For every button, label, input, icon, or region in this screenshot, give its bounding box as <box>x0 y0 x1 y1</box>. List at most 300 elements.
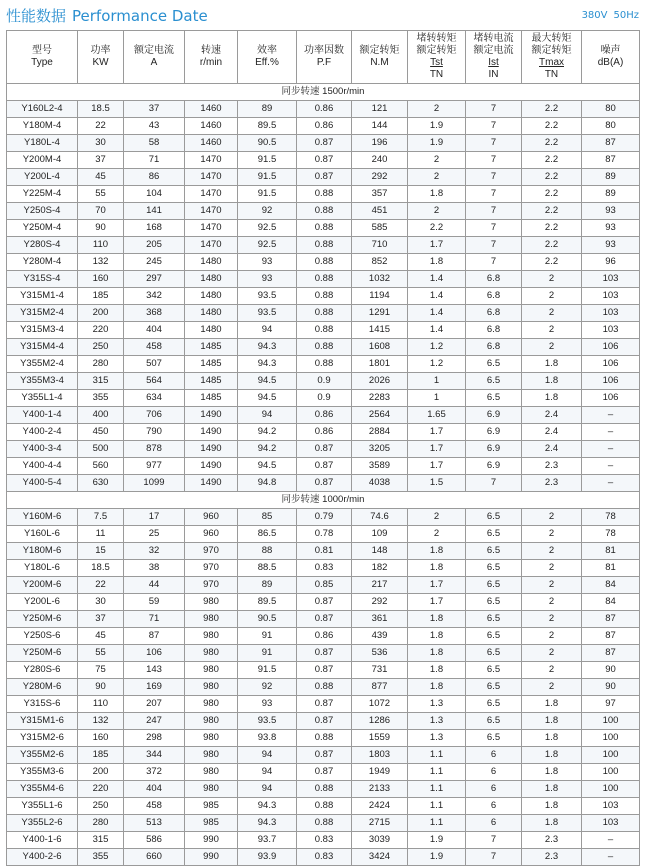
cell-torque: 2133 <box>352 781 408 798</box>
cell-current: 17 <box>124 509 185 526</box>
cell-speed: 960 <box>185 526 238 543</box>
cell-tst-ratio: 1.8 <box>408 254 466 271</box>
cell-tmax-ratio: 1.8 <box>522 713 582 730</box>
cell-power-factor: 0.86 <box>297 118 352 135</box>
cell-torque: 1949 <box>352 764 408 781</box>
cell-power-factor: 0.87 <box>297 169 352 186</box>
title-zh: 性能数据 <box>6 7 67 25</box>
cell-efficiency: 89 <box>238 101 297 118</box>
cell-torque: 2564 <box>352 407 408 424</box>
cell-speed: 980 <box>185 628 238 645</box>
cell-type: Y200M-4 <box>7 152 78 169</box>
cell-power: 30 <box>78 135 124 152</box>
cell-power: 560 <box>78 458 124 475</box>
cell-torque: 3205 <box>352 441 408 458</box>
cell-power: 22 <box>78 118 124 135</box>
cell-power: 110 <box>78 237 124 254</box>
cell-speed: 1470 <box>185 186 238 203</box>
table-row <box>7 560 640 577</box>
cell-noise: 87 <box>582 611 640 628</box>
cell-type: Y160M-6 <box>7 509 78 526</box>
cell-efficiency: 92 <box>238 679 297 696</box>
cell-current: 586 <box>124 832 185 849</box>
cell-speed: 985 <box>185 798 238 815</box>
cell-power-factor: 0.83 <box>297 849 352 866</box>
cell-tmax-ratio: 2.2 <box>522 118 582 135</box>
cell-speed: 1485 <box>185 373 238 390</box>
cell-tmax-ratio: 2.3 <box>522 832 582 849</box>
cell-type: Y160L2-4 <box>7 101 78 118</box>
cell-noise: 78 <box>582 509 640 526</box>
table-row <box>7 237 640 254</box>
cell-tst-ratio: 1.8 <box>408 645 466 662</box>
cell-noise: 90 <box>582 662 640 679</box>
cell-efficiency: 91 <box>238 645 297 662</box>
cell-type: Y250S-6 <box>7 628 78 645</box>
cell-efficiency: 94.5 <box>238 390 297 407</box>
cell-ist-ratio: 6.9 <box>466 441 522 458</box>
header-en: r/min <box>199 57 223 68</box>
cell-tst-ratio: 1.5 <box>408 475 466 492</box>
cell-tmax-ratio: 2.2 <box>522 254 582 271</box>
cell-type: Y200L-6 <box>7 594 78 611</box>
cell-speed: 970 <box>185 543 238 560</box>
cell-ist-ratio: 7 <box>466 101 522 118</box>
cell-current: 71 <box>124 152 185 169</box>
cell-torque: 148 <box>352 543 408 560</box>
cell-current: 660 <box>124 849 185 866</box>
cell-tmax-ratio: 2.2 <box>522 135 582 152</box>
cell-efficiency: 93.7 <box>238 832 297 849</box>
cell-power-factor: 0.86 <box>297 407 352 424</box>
header-locked-current-ratio <box>466 31 522 84</box>
cell-power: 220 <box>78 322 124 339</box>
cell-tst-ratio: 1.1 <box>408 798 466 815</box>
cell-ist-ratio: 7 <box>466 254 522 271</box>
cell-efficiency: 94.3 <box>238 815 297 832</box>
cell-type: Y355M3-4 <box>7 373 78 390</box>
cell-power-factor: 0.78 <box>297 526 352 543</box>
cell-ist-ratio: 6 <box>466 764 522 781</box>
header-max-torque-ratio <box>522 31 582 84</box>
cell-power-factor: 0.86 <box>297 628 352 645</box>
table-row <box>7 781 640 798</box>
cell-ist-ratio: 6.5 <box>466 560 522 577</box>
cell-tst-ratio: 1 <box>408 373 466 390</box>
cell-current: 25 <box>124 526 185 543</box>
cell-torque: 182 <box>352 560 408 577</box>
table-row <box>7 475 640 492</box>
cell-type: Y400-2-6 <box>7 849 78 866</box>
cell-speed: 1460 <box>185 135 238 152</box>
table-row <box>7 832 640 849</box>
cell-noise: 100 <box>582 747 640 764</box>
cell-tmax-ratio: 2.4 <box>522 441 582 458</box>
cell-noise: 87 <box>582 152 640 169</box>
cell-speed: 1470 <box>185 220 238 237</box>
cell-torque: 361 <box>352 611 408 628</box>
cell-ist-ratio: 6.5 <box>466 356 522 373</box>
cell-speed: 1485 <box>185 390 238 407</box>
cell-noise: 103 <box>582 288 640 305</box>
cell-current: 344 <box>124 747 185 764</box>
cell-torque: 3424 <box>352 849 408 866</box>
cell-noise: 80 <box>582 118 640 135</box>
cell-current: 37 <box>124 101 185 118</box>
cell-type: Y315S-4 <box>7 271 78 288</box>
cell-power: 220 <box>78 781 124 798</box>
cell-efficiency: 94 <box>238 747 297 764</box>
cell-power: 185 <box>78 288 124 305</box>
cell-efficiency: 93.5 <box>238 713 297 730</box>
cell-efficiency: 94 <box>238 407 297 424</box>
cell-power: 45 <box>78 169 124 186</box>
cell-power: 75 <box>78 662 124 679</box>
cell-noise: – <box>582 407 640 424</box>
cell-power: 70 <box>78 203 124 220</box>
cell-speed: 980 <box>185 679 238 696</box>
section-row <box>7 492 640 509</box>
cell-speed: 980 <box>185 662 238 679</box>
cell-torque: 1194 <box>352 288 408 305</box>
cell-type: Y400-4-4 <box>7 458 78 475</box>
header-symbol: Tst <box>430 57 443 68</box>
cell-efficiency: 90.5 <box>238 611 297 628</box>
cell-power: 160 <box>78 271 124 288</box>
cell-power-factor: 0.87 <box>297 611 352 628</box>
cell-ist-ratio: 6.5 <box>466 594 522 611</box>
section-label: 同步转速 1000r/min <box>7 492 640 509</box>
cell-current: 104 <box>124 186 185 203</box>
cell-current: 38 <box>124 560 185 577</box>
cell-tmax-ratio: 1.8 <box>522 815 582 832</box>
cell-noise: 90 <box>582 679 640 696</box>
cell-power: 200 <box>78 305 124 322</box>
cell-efficiency: 86.5 <box>238 526 297 543</box>
cell-tst-ratio: 1.7 <box>408 237 466 254</box>
header-en: A <box>150 57 158 68</box>
cell-power-factor: 0.81 <box>297 543 352 560</box>
cell-torque: 240 <box>352 152 408 169</box>
cell-noise: – <box>582 832 640 849</box>
cell-ist-ratio: 6.9 <box>466 458 522 475</box>
header-zh: 额定转矩 <box>531 45 572 56</box>
cell-power: 18.5 <box>78 560 124 577</box>
table-row <box>7 203 640 220</box>
cell-ist-ratio: 6.8 <box>466 339 522 356</box>
cell-torque: 451 <box>352 203 408 220</box>
cell-speed: 1480 <box>185 305 238 322</box>
cell-power-factor: 0.88 <box>297 798 352 815</box>
cell-tst-ratio: 1.7 <box>408 458 466 475</box>
cell-speed: 1470 <box>185 169 238 186</box>
cell-type: Y180L-6 <box>7 560 78 577</box>
cell-ist-ratio: 6.5 <box>466 373 522 390</box>
cell-power-factor: 0.88 <box>297 288 352 305</box>
cell-power: 55 <box>78 186 124 203</box>
header-power <box>78 31 124 84</box>
cell-speed: 1480 <box>185 288 238 305</box>
table-row <box>7 645 640 662</box>
cell-torque: 2283 <box>352 390 408 407</box>
header-zh: 堵转转矩 <box>416 33 457 44</box>
cell-current: 207 <box>124 696 185 713</box>
cell-ist-ratio: 7 <box>466 118 522 135</box>
cell-speed: 1490 <box>185 475 238 492</box>
cell-noise: 93 <box>582 220 640 237</box>
cell-noise: 80 <box>582 101 640 118</box>
cell-type: Y200L-4 <box>7 169 78 186</box>
cell-ist-ratio: 7 <box>466 237 522 254</box>
cell-torque: 292 <box>352 169 408 186</box>
cell-efficiency: 91.5 <box>238 186 297 203</box>
cell-type: Y355L1-4 <box>7 390 78 407</box>
cell-ist-ratio: 6.5 <box>466 713 522 730</box>
header-en: N.M <box>370 57 389 68</box>
cell-tmax-ratio: 1.8 <box>522 798 582 815</box>
cell-tst-ratio: 1.8 <box>408 560 466 577</box>
cell-tmax-ratio: 2.3 <box>522 849 582 866</box>
cell-noise: – <box>582 849 640 866</box>
cell-current: 507 <box>124 356 185 373</box>
cell-speed: 990 <box>185 832 238 849</box>
cell-type: Y280S-4 <box>7 237 78 254</box>
cell-type: Y315M1-6 <box>7 713 78 730</box>
cell-efficiency: 94.2 <box>238 424 297 441</box>
cell-speed: 980 <box>185 730 238 747</box>
cell-torque: 144 <box>352 118 408 135</box>
cell-tst-ratio: 1.8 <box>408 662 466 679</box>
cell-power: 11 <box>78 526 124 543</box>
cell-type: Y180M-6 <box>7 543 78 560</box>
table-row <box>7 135 640 152</box>
table-row <box>7 764 640 781</box>
cell-type: Y200M-6 <box>7 577 78 594</box>
cell-current: 205 <box>124 237 185 254</box>
cell-tmax-ratio: 2 <box>522 322 582 339</box>
table-row <box>7 254 640 271</box>
cell-type: Y400-1-4 <box>7 407 78 424</box>
table-row <box>7 101 640 118</box>
cell-tmax-ratio: 2 <box>522 594 582 611</box>
cell-ist-ratio: 6 <box>466 781 522 798</box>
cell-tmax-ratio: 2.3 <box>522 475 582 492</box>
header-efficiency <box>238 31 297 84</box>
cell-type: Y355M4-6 <box>7 781 78 798</box>
cell-efficiency: 90.5 <box>238 135 297 152</box>
cell-speed: 1485 <box>185 356 238 373</box>
cell-power-factor: 0.87 <box>297 645 352 662</box>
cell-ist-ratio: 7 <box>466 849 522 866</box>
header-speed <box>185 31 238 84</box>
cell-tst-ratio: 1.8 <box>408 186 466 203</box>
cell-power: 37 <box>78 611 124 628</box>
header-type <box>7 31 78 84</box>
cell-power: 280 <box>78 815 124 832</box>
cell-current: 169 <box>124 679 185 696</box>
cell-tmax-ratio: 2 <box>522 560 582 577</box>
table-row <box>7 186 640 203</box>
cell-noise: 84 <box>582 594 640 611</box>
cell-speed: 1460 <box>185 101 238 118</box>
cell-tmax-ratio: 2.4 <box>522 407 582 424</box>
cell-power: 315 <box>78 373 124 390</box>
cell-torque: 357 <box>352 186 408 203</box>
cell-type: Y225M-4 <box>7 186 78 203</box>
cell-current: 634 <box>124 390 185 407</box>
cell-ist-ratio: 6.8 <box>466 322 522 339</box>
cell-torque: 4038 <box>352 475 408 492</box>
cell-noise: 103 <box>582 815 640 832</box>
cell-ist-ratio: 6.8 <box>466 305 522 322</box>
cell-power-factor: 0.87 <box>297 696 352 713</box>
cell-ist-ratio: 6.5 <box>466 611 522 628</box>
cell-noise: 106 <box>582 390 640 407</box>
cell-tmax-ratio: 2.2 <box>522 169 582 186</box>
cell-noise: 81 <box>582 560 640 577</box>
cell-tst-ratio: 1.8 <box>408 679 466 696</box>
cell-noise: 84 <box>582 577 640 594</box>
cell-tst-ratio: 1.7 <box>408 594 466 611</box>
cell-power: 200 <box>78 764 124 781</box>
cell-speed: 980 <box>185 713 238 730</box>
cell-tmax-ratio: 1.8 <box>522 390 582 407</box>
cell-speed: 980 <box>185 696 238 713</box>
cell-speed: 1470 <box>185 237 238 254</box>
cell-type: Y315S-6 <box>7 696 78 713</box>
cell-tst-ratio: 1.8 <box>408 628 466 645</box>
section-row <box>7 84 640 101</box>
cell-efficiency: 94.5 <box>238 373 297 390</box>
cell-current: 564 <box>124 373 185 390</box>
cell-torque: 109 <box>352 526 408 543</box>
cell-power: 250 <box>78 798 124 815</box>
header-zh: 效率 <box>257 45 277 56</box>
cell-current: 404 <box>124 322 185 339</box>
cell-ist-ratio: 7 <box>466 475 522 492</box>
cell-tmax-ratio: 2 <box>522 628 582 645</box>
cell-type: Y355M2-6 <box>7 747 78 764</box>
cell-ist-ratio: 6 <box>466 747 522 764</box>
table-row <box>7 798 640 815</box>
header-zh: 额定电流 <box>134 45 174 56</box>
spec-label <box>582 10 639 21</box>
cell-power: 355 <box>78 390 124 407</box>
header-noise <box>582 31 640 84</box>
cell-power: 18.5 <box>78 101 124 118</box>
header-power-factor <box>297 31 352 84</box>
cell-torque: 877 <box>352 679 408 696</box>
cell-type: Y400-5-4 <box>7 475 78 492</box>
cell-efficiency: 94.3 <box>238 356 297 373</box>
cell-efficiency: 94.8 <box>238 475 297 492</box>
table-row <box>7 322 640 339</box>
cell-speed: 980 <box>185 645 238 662</box>
cell-noise: 100 <box>582 730 640 747</box>
cell-tst-ratio: 2 <box>408 169 466 186</box>
cell-power: 280 <box>78 356 124 373</box>
cell-ist-ratio: 6.5 <box>466 577 522 594</box>
cell-type: Y250M-6 <box>7 645 78 662</box>
cell-tst-ratio: 1 <box>408 390 466 407</box>
cell-ist-ratio: 6.5 <box>466 662 522 679</box>
cell-tst-ratio: 1.8 <box>408 543 466 560</box>
cell-power: 250 <box>78 339 124 356</box>
cell-tmax-ratio: 1.8 <box>522 730 582 747</box>
cell-ist-ratio: 6.5 <box>466 645 522 662</box>
cell-power: 500 <box>78 441 124 458</box>
header-zh: 额定转矩 <box>359 45 400 56</box>
cell-torque: 3589 <box>352 458 408 475</box>
cell-tmax-ratio: 2.2 <box>522 101 582 118</box>
cell-ist-ratio: 7 <box>466 169 522 186</box>
header-zh: 功率因数 <box>304 45 344 56</box>
title-en: Performance Date <box>72 7 208 25</box>
cell-noise: 87 <box>582 645 640 662</box>
cell-type: Y315M4-4 <box>7 339 78 356</box>
cell-speed: 1490 <box>185 407 238 424</box>
cell-power-factor: 0.87 <box>297 152 352 169</box>
cell-type: Y250S-4 <box>7 203 78 220</box>
cell-noise: 100 <box>582 764 640 781</box>
cell-torque: 1415 <box>352 322 408 339</box>
cell-torque: 217 <box>352 577 408 594</box>
cell-tst-ratio: 1.4 <box>408 322 466 339</box>
cell-tst-ratio: 2 <box>408 203 466 220</box>
cell-speed: 1470 <box>185 203 238 220</box>
cell-tst-ratio: 1.7 <box>408 441 466 458</box>
cell-power: 132 <box>78 713 124 730</box>
cell-power-factor: 0.88 <box>297 271 352 288</box>
cell-ist-ratio: 7 <box>466 832 522 849</box>
table-row <box>7 390 640 407</box>
cell-power-factor: 0.88 <box>297 254 352 271</box>
table-row <box>7 356 640 373</box>
cell-tst-ratio: 2 <box>408 152 466 169</box>
cell-torque: 439 <box>352 628 408 645</box>
cell-power: 630 <box>78 475 124 492</box>
cell-type: Y315M2-4 <box>7 305 78 322</box>
cell-current: 297 <box>124 271 185 288</box>
cell-efficiency: 85 <box>238 509 297 526</box>
cell-power: 37 <box>78 152 124 169</box>
cell-speed: 990 <box>185 849 238 866</box>
cell-current: 87 <box>124 628 185 645</box>
cell-power-factor: 0.88 <box>297 305 352 322</box>
cell-efficiency: 93 <box>238 271 297 288</box>
table-row <box>7 594 640 611</box>
cell-torque: 292 <box>352 594 408 611</box>
cell-torque: 74.6 <box>352 509 408 526</box>
cell-tst-ratio: 1.8 <box>408 611 466 628</box>
cell-current: 368 <box>124 305 185 322</box>
cell-type: Y280M-6 <box>7 679 78 696</box>
cell-noise: 93 <box>582 237 640 254</box>
cell-ist-ratio: 6.5 <box>466 526 522 543</box>
cell-noise: 89 <box>582 169 640 186</box>
cell-tst-ratio: 2.2 <box>408 220 466 237</box>
cell-speed: 1480 <box>185 271 238 288</box>
cell-noise: 106 <box>582 373 640 390</box>
cell-efficiency: 94 <box>238 322 297 339</box>
cell-power-factor: 0.87 <box>297 475 352 492</box>
cell-current: 141 <box>124 203 185 220</box>
cell-type: Y180M-4 <box>7 118 78 135</box>
table-row <box>7 373 640 390</box>
table-row <box>7 305 640 322</box>
cell-power-factor: 0.88 <box>297 730 352 747</box>
table-row <box>7 577 640 594</box>
